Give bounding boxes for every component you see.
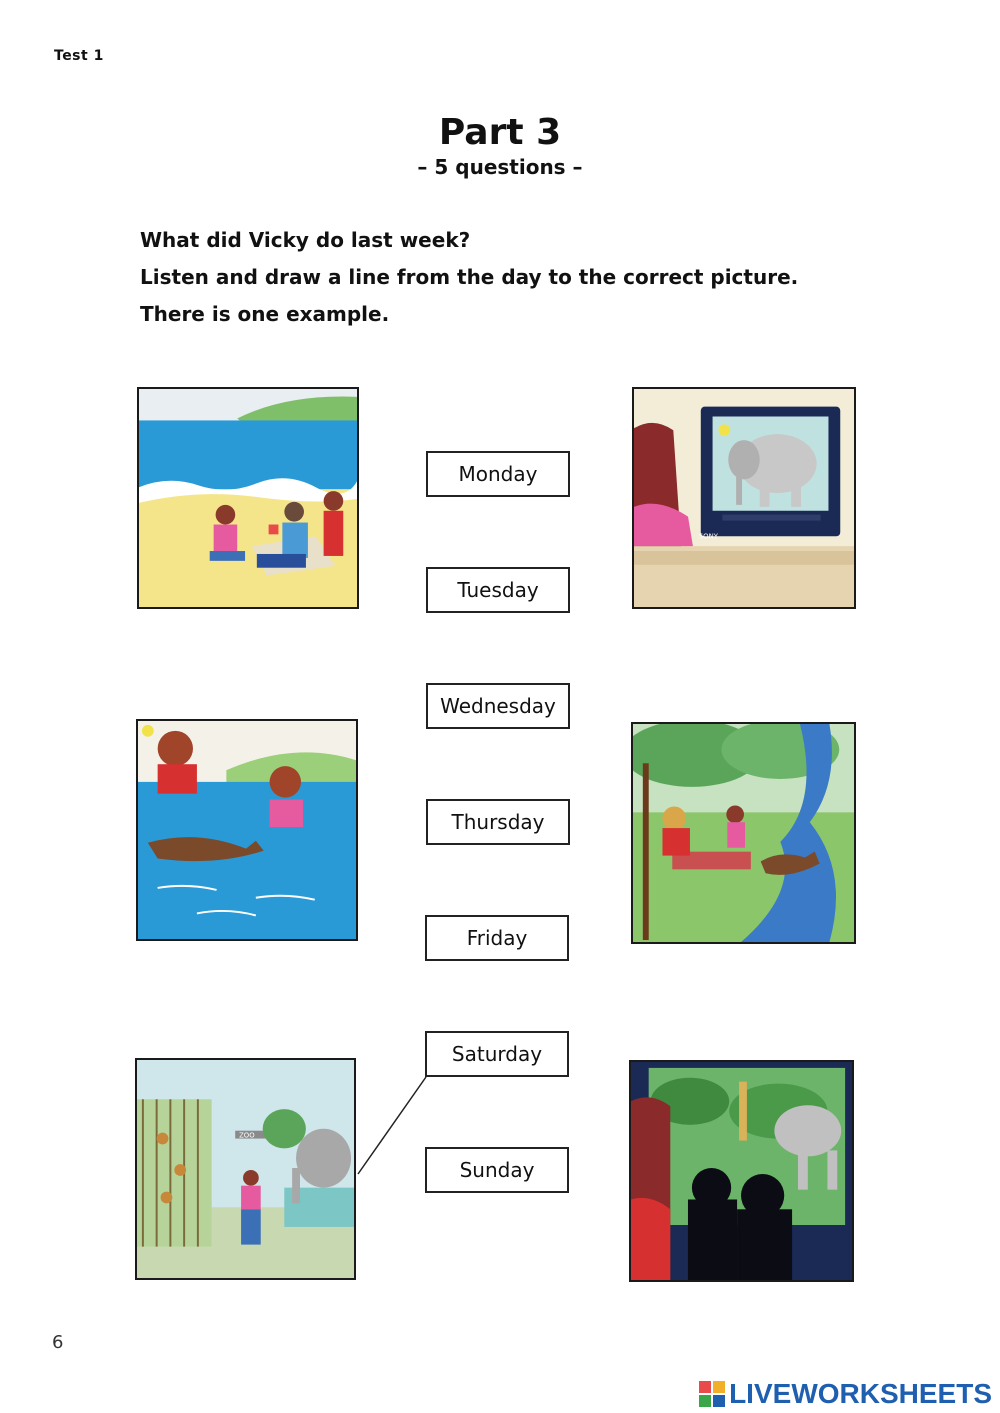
day-label: Saturday: [451, 1042, 543, 1066]
liveworksheets-logo-icon: [699, 1381, 725, 1407]
part-title: Part 3: [438, 112, 562, 153]
picture-tv-elephant[interactable]: [632, 387, 856, 609]
test-label: Test 1: [54, 48, 104, 64]
day-box-tuesday[interactable]: [426, 567, 570, 613]
day-box-sunday[interactable]: [425, 1147, 569, 1193]
tv-logo-text: SONY: [698, 532, 718, 541]
day-box-monday[interactable]: [426, 451, 570, 497]
liveworksheets-logo[interactable]: [699, 1378, 992, 1410]
zoo-sign-text: ZOO: [239, 1131, 255, 1140]
picture-beach-picnic[interactable]: [137, 387, 359, 609]
day-box-wednesday[interactable]: [426, 683, 570, 729]
brand-text: LIVEWORKSHEETS: [729, 1378, 992, 1409]
instruction-question: What did Vicky do last week?: [140, 228, 471, 252]
day-label: Sunday: [459, 1158, 535, 1182]
day-label: Tuesday: [457, 578, 539, 602]
picture-river-picnic[interactable]: [631, 722, 856, 944]
instruction-example: There is one example.: [140, 302, 390, 326]
picture-cinema-jungle[interactable]: [629, 1060, 854, 1282]
day-box-friday[interactable]: [425, 915, 569, 961]
day-label: Wednesday: [440, 694, 556, 718]
day-label: Friday: [466, 926, 528, 950]
day-box-thursday[interactable]: [426, 799, 570, 845]
instruction-listen: Listen and draw a line from the day to the correct picture.: [140, 265, 799, 289]
day-label: Monday: [458, 462, 538, 486]
part-subtitle: – 5 questions –: [417, 155, 583, 179]
picture-swimming-dog[interactable]: [136, 719, 358, 941]
page-number: 6: [52, 1332, 64, 1353]
day-box-saturday[interactable]: [425, 1031, 569, 1077]
picture-zoo[interactable]: [135, 1058, 356, 1280]
day-label: Thursday: [451, 810, 545, 834]
